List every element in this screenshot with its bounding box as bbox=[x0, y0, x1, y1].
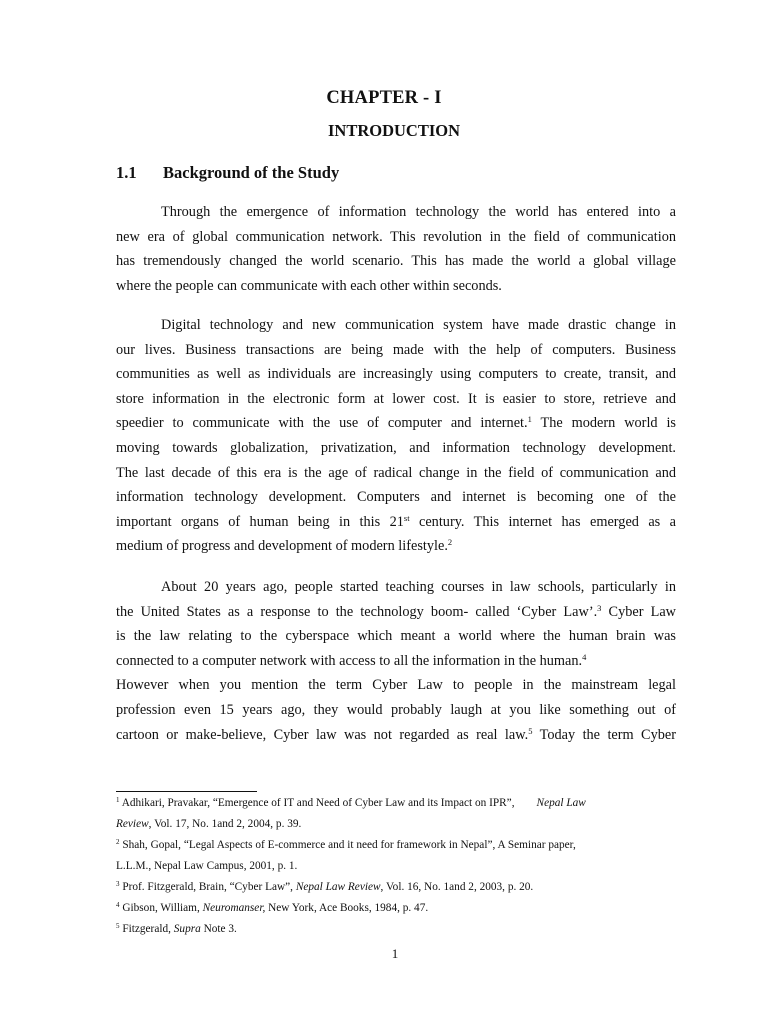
paragraph-3 bbox=[116, 575, 676, 747]
paragraph-line: The last decade of this era is the age of radical change in the field of communication and bbox=[116, 464, 676, 481]
paragraph-line: information technology development. Computers and internet is becoming one of the bbox=[116, 489, 676, 506]
paragraph-line bbox=[116, 411, 676, 436]
line-text: the United States as a response to the technology boom- called ‘Cyber Law’. bbox=[116, 603, 598, 620]
footnote-1 bbox=[116, 793, 676, 814]
paragraph-2 bbox=[116, 313, 676, 559]
footnote-4 bbox=[116, 898, 676, 919]
book-title: Neuromanser, bbox=[202, 902, 266, 914]
paragraph-line: our lives. Business transactions are being made with the help of computers. Business bbox=[116, 341, 676, 358]
chapter-heading: CHAPTER - I bbox=[326, 88, 442, 108]
section-title: Background of the Study bbox=[163, 163, 340, 182]
line-text: medium of progress and development of modern lifestyle. bbox=[116, 538, 448, 555]
line-text: century. This internet has emerged as a bbox=[409, 513, 676, 530]
page-number: 1 bbox=[391, 946, 399, 961]
paragraph-line bbox=[116, 534, 676, 559]
paragraph-line bbox=[116, 510, 676, 535]
footnote-2-cont: L.L.M., Nepal Law Campus, 2001, p. 1. bbox=[116, 860, 298, 872]
journal-title: Review bbox=[116, 818, 149, 830]
paragraph-line bbox=[116, 649, 676, 674]
paragraph-line: Through the emergence of information technology the world has entered into a bbox=[161, 204, 676, 220]
section-heading bbox=[116, 163, 339, 183]
footnote-text: Fitzgerald, bbox=[119, 923, 174, 935]
paragraph-line bbox=[116, 723, 676, 748]
section-number: 1.1 bbox=[116, 163, 137, 182]
footnote-2 bbox=[116, 835, 676, 856]
footnote-text: New York, Ace Books, 1984, p. 47. bbox=[265, 902, 429, 914]
paragraph-line bbox=[116, 600, 676, 625]
line-text: Today the term Cyber bbox=[532, 726, 676, 743]
paragraph-line: where the people can communicate with each other within seconds. bbox=[116, 277, 502, 294]
paragraph-line: is the law relating to the cyberspace which meant a world where the human brain was bbox=[116, 628, 676, 645]
footnote-ref: 4 bbox=[582, 651, 587, 662]
journal-title: Nepal Law Review bbox=[295, 881, 381, 893]
footnote-ref: 2 bbox=[447, 537, 453, 548]
footnote-text: , Vol. 17, No. 1and 2, 2004, p. 39. bbox=[148, 818, 302, 830]
footnote-divider bbox=[116, 791, 257, 792]
paragraph-line: communities as well as individuals are increasingly using computers to create, transit, and bbox=[116, 366, 676, 383]
footnote-text: , Vol. 16, No. 1and 2, 2003, p. 20. bbox=[380, 881, 534, 893]
footnote-1-cont bbox=[116, 814, 676, 835]
footnote-ref: 1 bbox=[527, 414, 532, 425]
line-text: The modern world is bbox=[531, 415, 676, 432]
paragraph-line: store information in the electronic form at lower cost. It is easier to store, retrieve and bbox=[116, 390, 676, 407]
paragraph-line: moving towards globalization, privatization, and information technology development. bbox=[116, 439, 676, 456]
line-text: cartoon or make-believe, Cyber law was not regarded as real law. bbox=[116, 726, 529, 743]
paragraph-line: has tremendously changed the world scenario. This has made the world a global village bbox=[116, 253, 676, 270]
footnote-number: 5 bbox=[116, 922, 120, 930]
chapter-title: INTRODUCTION bbox=[327, 121, 461, 140]
footnotes bbox=[116, 793, 676, 940]
footnote-3 bbox=[116, 877, 676, 898]
line-text: important organs of human being in this 21 bbox=[116, 513, 404, 530]
line-text: speedier to communicate with the use of computer and internet. bbox=[116, 415, 528, 432]
line-text: connected to a computer network with access to all the information in the human. bbox=[116, 652, 583, 669]
footnote-text: Gibson, William, bbox=[119, 902, 203, 914]
footnote-text: Shah, Gopal, “Legal Aspects of E-commerce and it need for framework in Nepal”, A Seminar paper, bbox=[119, 839, 576, 851]
journal-title: Nepal Law bbox=[536, 797, 586, 809]
footnote-ref: 5 bbox=[528, 725, 533, 736]
ordinal-suffix: st bbox=[403, 512, 410, 523]
paragraph-1 bbox=[116, 200, 676, 298]
footnote-5 bbox=[116, 919, 676, 940]
paragraph-line: Digital technology and new communication system have made drastic change in bbox=[161, 317, 676, 333]
paragraph-line: profession even 15 years ago, they would probably laugh at you like something out of bbox=[116, 701, 676, 718]
footnote-text: Adhikari, Pravakar, “Emergence of IT and Need of Cyber Law and its Impact on IPR”, bbox=[119, 797, 515, 809]
footnote-number: 4 bbox=[116, 901, 120, 909]
latin-term: Supra bbox=[173, 923, 201, 935]
paragraph-line: About 20 years ago, people started teaching courses in law schools, particularly in bbox=[161, 579, 676, 595]
paragraph-line: However when you mention the term Cyber Law to people in the mainstream legal bbox=[116, 677, 676, 694]
footnote-ref: 3 bbox=[597, 602, 602, 613]
line-text: Cyber Law bbox=[601, 603, 676, 620]
footnote-text: Note 3. bbox=[200, 923, 237, 935]
paragraph-line: new era of global communication network. This revolution in the field of communication bbox=[116, 228, 676, 245]
footnote-number: 1 bbox=[116, 796, 120, 804]
footnote-number: 3 bbox=[116, 880, 120, 888]
footnote-number: 2 bbox=[116, 838, 120, 846]
footnote-text: Prof. Fitzgerald, Brain, “Cyber Law”, bbox=[119, 881, 296, 893]
